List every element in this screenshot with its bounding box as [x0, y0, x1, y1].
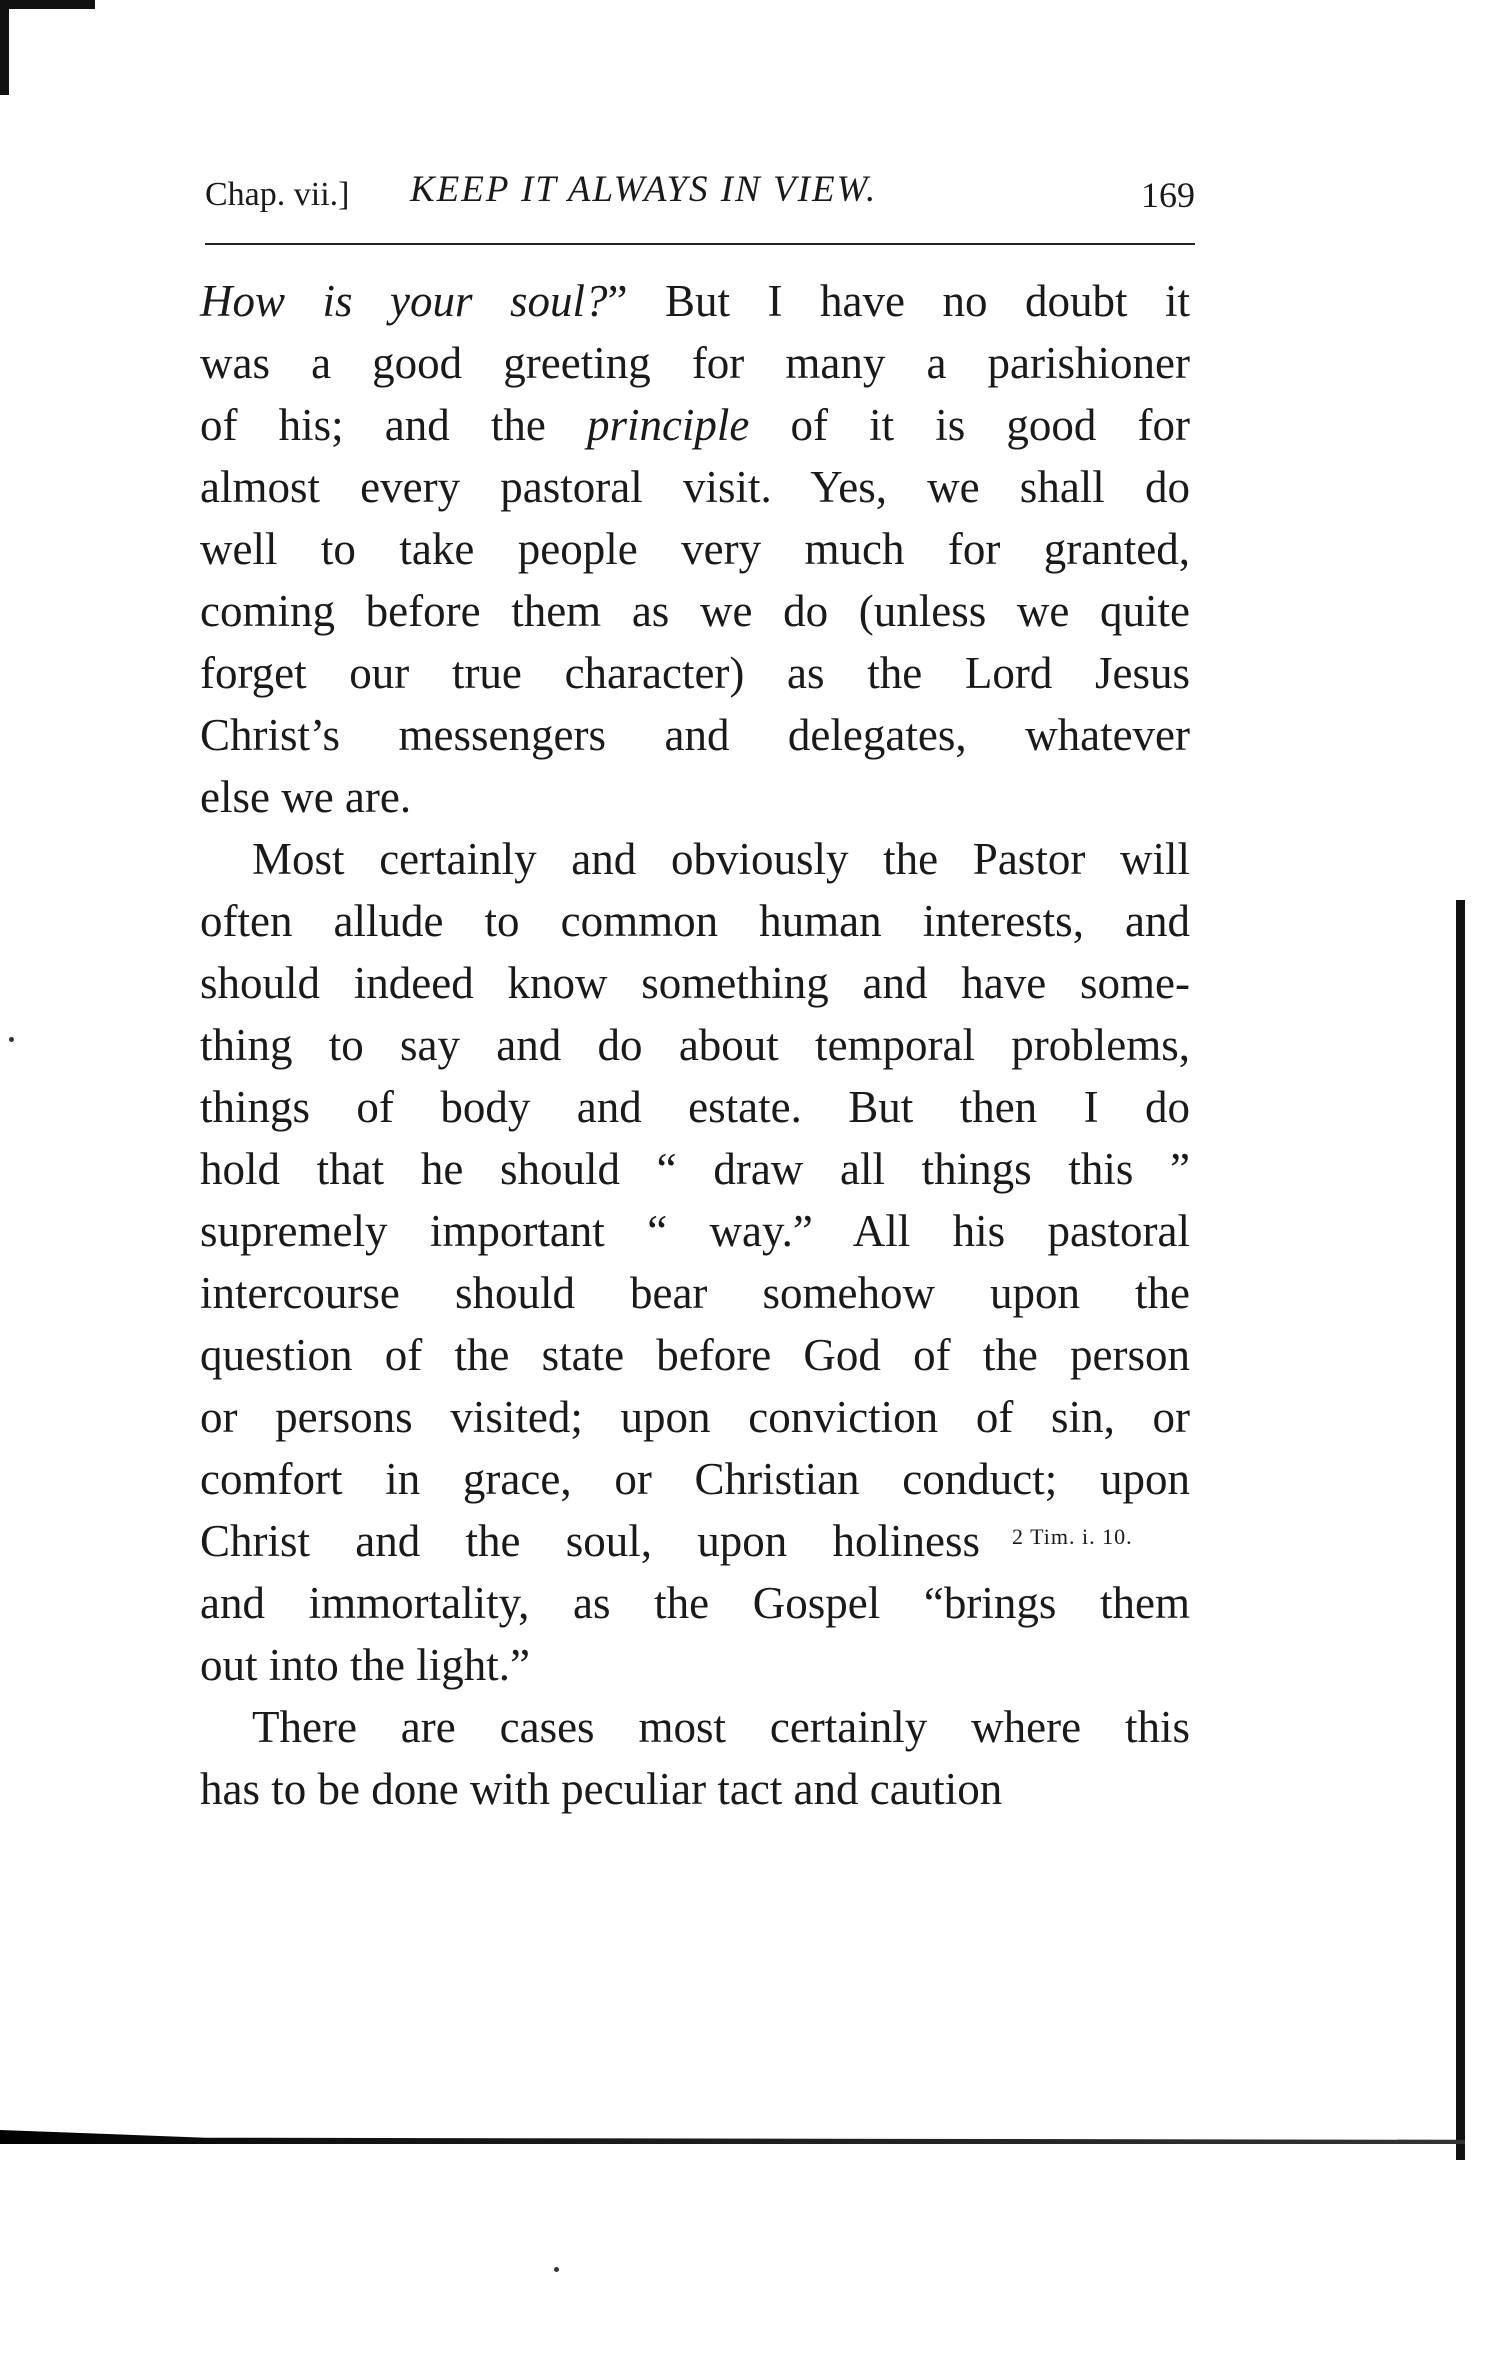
text-line: [200, 518, 1190, 580]
text-segment: thing to say and do about temporal problems,: [200, 1020, 1190, 1070]
text-line: [200, 456, 1190, 518]
scan-corner-mark-vertical: [0, 0, 9, 95]
text-segment: supremely important “ way.” All his pastoral: [200, 1206, 1190, 1256]
text-segment: Christ and the soul, upon holiness: [200, 1516, 980, 1566]
text-segment: else we are.: [200, 772, 412, 822]
text-line: [200, 270, 1190, 332]
text-line: [200, 1634, 1190, 1696]
chapter-reference: Chap. vii.]: [205, 176, 350, 213]
running-head: [205, 168, 1195, 228]
text-segment: things of body and estate. But then I do: [200, 1082, 1190, 1132]
italic-text: principle: [586, 400, 750, 450]
text-line: [200, 1448, 1190, 1510]
text-line: [200, 828, 1190, 890]
text-line: [200, 1386, 1190, 1448]
text-segment: was a good greeting for many a parishioner: [200, 338, 1190, 388]
running-title: KEEP IT ALWAYS IN VIEW.: [410, 169, 878, 210]
text-segment: ” But I have no doubt it: [607, 276, 1190, 326]
text-line: [200, 1324, 1190, 1386]
text-segment: or persons visited; upon conviction of sin, or: [200, 1392, 1190, 1442]
text-line: [200, 1138, 1190, 1200]
paragraph: [200, 1696, 1190, 1820]
page-number: 169: [1141, 175, 1195, 215]
text-line: [200, 580, 1190, 642]
scan-speck: [9, 1037, 14, 1042]
text-segment: comfort in grace, or Christian conduct; upon: [200, 1454, 1190, 1504]
text-segment: has to be done with peculiar tact and caution: [200, 1764, 1003, 1814]
text-segment: intercourse should bear somehow upon the: [200, 1268, 1190, 1318]
italic-text: How is your soul?: [200, 276, 608, 326]
text-line: [200, 952, 1190, 1014]
text-line: [200, 332, 1190, 394]
text-segment: of it is good for: [749, 400, 1190, 450]
text-line: [200, 1200, 1190, 1262]
text-segment: and immortality, as the Gospel “brings them: [200, 1578, 1190, 1628]
text-segment: well to take people very much for granted,: [200, 524, 1190, 574]
text-segment: hold that he should “ draw all things this ”: [200, 1144, 1190, 1194]
text-segment: out into the light.”: [200, 1640, 530, 1690]
text-segment: There are cases most certainly where this: [252, 1702, 1190, 1752]
text-line: [200, 766, 1190, 828]
text-segment: should indeed know something and have some-: [200, 958, 1190, 1008]
margin-reference: 2 Tim. i. 10.: [1012, 1524, 1133, 1549]
text-line: [200, 394, 1190, 456]
text-segment: coming before them as we do (unless we quite: [200, 586, 1190, 636]
paragraph: [200, 828, 1190, 1696]
text-line: [200, 1758, 1190, 1820]
text-segment: forget our true character) as the Lord Jesus: [200, 648, 1190, 698]
text-segment: question of the state before God of the person: [200, 1330, 1190, 1380]
text-line: [200, 1572, 1190, 1634]
page-edge-shadow-right: [1456, 900, 1465, 2160]
text-line: [200, 1014, 1190, 1076]
text-line: [200, 642, 1190, 704]
text-line: [200, 1696, 1190, 1758]
header-rule: [205, 243, 1195, 245]
paragraph: [200, 270, 1190, 828]
text-line: [200, 890, 1190, 952]
text-line: [200, 704, 1190, 766]
text-line: [200, 1510, 980, 1572]
text-segment: Most certainly and obviously the Pastor will: [252, 834, 1190, 884]
text-segment: often allude to common human interests, and: [200, 896, 1190, 946]
text-line: [200, 1076, 1190, 1138]
scan-speck: [554, 2267, 559, 2272]
page-edge-shadow-bottom: [0, 2130, 1465, 2144]
body-text: [200, 270, 1190, 1820]
text-line: [200, 1262, 1190, 1324]
text-segment: almost every pastoral visit. Yes, we shall do: [200, 462, 1190, 512]
scan-corner-mark: [0, 0, 95, 9]
text-segment: of his; and the: [200, 400, 587, 450]
text-segment: Christ’s messengers and delegates, whatever: [200, 710, 1190, 760]
